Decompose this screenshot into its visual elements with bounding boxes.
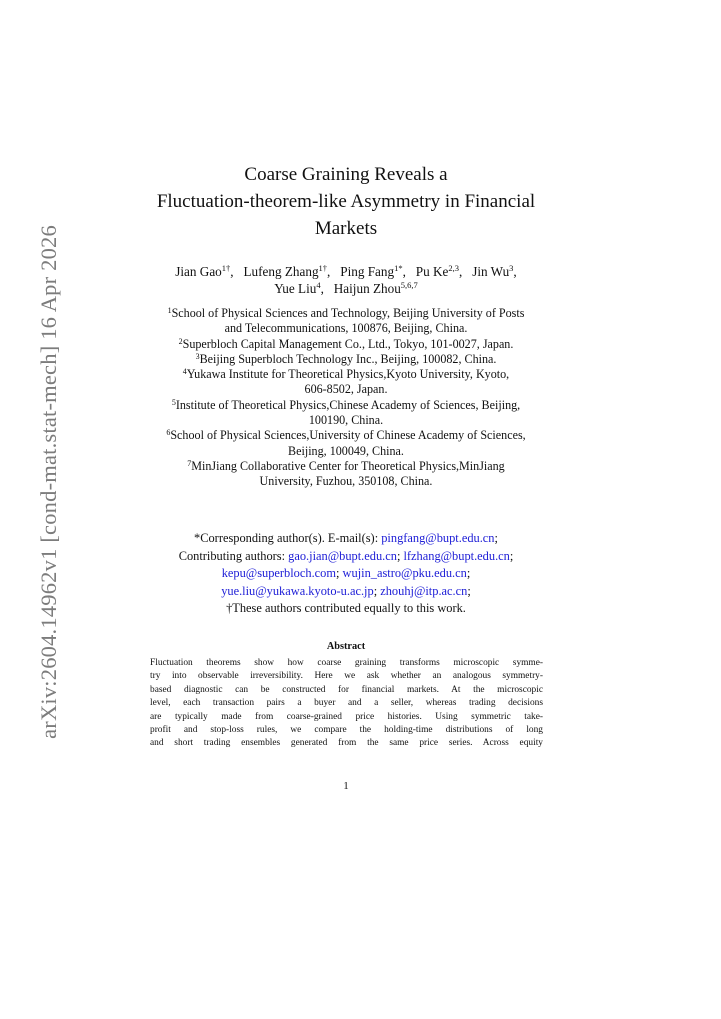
email-link[interactable]: zhouhj@itp.ac.cn — [380, 583, 468, 598]
affiliation-marker: 1 — [167, 306, 172, 315]
affiliation-list — [132, 306, 560, 490]
email-link[interactable]: lfzhang@bupt.edu.cn — [403, 548, 510, 563]
affiliation-line — [132, 413, 560, 428]
email-link[interactable]: yue.liu@yukawa.kyoto-u.ac.jp — [221, 583, 374, 598]
abstract-line: level, each transaction pairs a buyer and a seller, whereas trading decisions — [150, 698, 543, 709]
author-affiliation-marker: 1† — [318, 263, 328, 273]
affiliation-line — [132, 352, 560, 367]
paper-title — [132, 161, 560, 242]
affiliation-text: MinJiang Collaborative Center for Theoretical Physics,MinJiang — [191, 458, 505, 473]
affiliation-marker: 2 — [178, 336, 183, 346]
affiliation-line — [132, 474, 560, 489]
author-affiliation-marker: 5,6,7 — [400, 280, 418, 290]
title-line: Coarse Graining Reveals a — [244, 164, 448, 185]
affiliation-text: 100190, China. — [308, 413, 384, 428]
author-name: Pu Ke — [415, 264, 449, 279]
corresponding-author-line: *Corresponding author(s). E-mail(s): pingfang@bupt.edu.cn; — [194, 531, 498, 545]
affiliation-line — [132, 367, 560, 382]
email-link[interactable]: wujin_astro@pku.edu.cn — [342, 566, 467, 580]
affiliation-text: Beijing, 100049, China. — [288, 443, 404, 458]
author-line: Jian Gao$^{1\dagger}$, Lufeng Zhang$^{1\dagger}$, Ping Fang$^{1*}$, Pu Ke$^{2,3}$, Jin Wu$^3$, — [175, 263, 517, 279]
affiliation-line — [132, 398, 560, 413]
author-name: Ping Fang — [340, 264, 395, 279]
contact-block — [132, 530, 560, 618]
author-affiliation-marker: 1† — [221, 263, 231, 273]
author-name: Jin Wu — [472, 264, 510, 279]
affiliation-text: Superbloch Capital Management Co., Ltd., Tokyo, 101-0027, Japan. — [182, 336, 514, 351]
author-affiliation-marker: 1* — [394, 263, 403, 273]
affiliation-text: and Telecommunications, 100876, Beijing, China. — [224, 321, 468, 336]
author-affiliation-marker: 3 — [509, 263, 514, 273]
affiliation-line — [132, 444, 560, 459]
affiliation-text: University, Fuzhou, 350108, China. — [259, 474, 433, 489]
author-name: Haijun Zhou — [333, 281, 401, 296]
abstract-body — [150, 657, 543, 751]
title-line: Fluctuation-theorem-like Asymmetry in Financial — [156, 191, 536, 212]
abstract-line: try into observable irreversibility. Here we ask whether an analogous symmetry- — [150, 671, 543, 682]
affiliation-marker: 4 — [182, 367, 187, 377]
abstract-heading: Abstract — [326, 641, 366, 652]
affiliation-text: School of Physical Sciences and Technology, Beijing University of Posts — [171, 306, 525, 320]
author-name: Jian Gao — [175, 264, 222, 279]
affiliation-line — [132, 321, 560, 336]
abstract-line: and short trading ensembles generated from the same price series. Across equity — [150, 738, 543, 749]
author-affiliation-marker: 2,3 — [448, 263, 460, 273]
author-name: Yue Liu — [274, 281, 317, 296]
email-link[interactable]: kepu@superbloch.com — [221, 566, 336, 580]
contributing-authors-line: yue.liu@yukawa.kyoto-u.ac.jp; zhouhj@itp.ac.cn; — [221, 583, 471, 598]
equal-contribution-note: †These authors contributed equally to this work. — [226, 601, 466, 615]
abstract-line: Fluctuation theorems show how coarse graining transforms microscopic symme- — [150, 658, 543, 668]
affiliation-line — [132, 459, 560, 474]
author-line: Yue Liu$^4$, Haijun Zhou$^{5,6,7}$ — [274, 280, 418, 296]
affiliation-marker: 3 — [195, 351, 200, 361]
abstract-line: are typically made from coarse-grained price histories. Using symmetric take- — [150, 711, 543, 722]
email-link[interactable]: pingfang@bupt.edu.cn — [381, 531, 495, 545]
title-line: Markets — [314, 218, 378, 239]
email-link[interactable]: gao.jian@bupt.edu.cn — [288, 548, 397, 563]
page-number: 1 — [343, 780, 349, 792]
contributing-label: Contributing authors: — [178, 548, 289, 563]
author-affiliation-marker: 4 — [316, 280, 321, 290]
affiliation-line — [132, 337, 560, 352]
affiliation-text: School of Physical Sciences,University of Chinese Academy of Sciences, — [170, 428, 526, 443]
abstract-line: based diagnostic can be constructed for financial markets. At the microscopic — [150, 684, 543, 695]
author-name: Lufeng Zhang — [243, 264, 319, 279]
affiliation-text: 606-8502, Japan. — [304, 382, 388, 397]
affiliation-marker: 5 — [171, 397, 176, 407]
contributing-authors-line: kepu@superbloch.com; wujin_astro@pku.edu.cn; — [221, 566, 471, 580]
affiliation-marker: 6 — [166, 428, 171, 438]
contributing-authors-line: Contributing authors: gao.jian@bupt.edu.cn; lfzhang@bupt.edu.cn; — [178, 548, 514, 563]
affiliation-text: Institute of Theoretical Physics,Chinese Academy of Sciences, Beijing, — [175, 397, 521, 412]
affiliation-marker: 7 — [187, 458, 192, 468]
author-list — [132, 263, 560, 297]
affiliation-line — [132, 306, 560, 321]
affiliation-text: Beijing Superbloch Technology Inc., Beijing, 100082, China. — [199, 351, 497, 366]
affiliation-text: Yukawa Institute for Theoretical Physics,Kyoto University, Kyoto, — [186, 367, 510, 382]
corresponding-label: *Corresponding author(s). E-mail(s): — [194, 531, 382, 545]
abstract-line: profit and stop-loss rules, we compare the holding-time distributions of long — [150, 724, 543, 735]
affiliation-line — [132, 382, 560, 397]
arxiv-identifier-stamp: arXiv:2604.14962v1 [cond-mat.stat-mech] 16 Apr 2026 — [36, 225, 61, 739]
affiliation-line — [132, 428, 560, 443]
